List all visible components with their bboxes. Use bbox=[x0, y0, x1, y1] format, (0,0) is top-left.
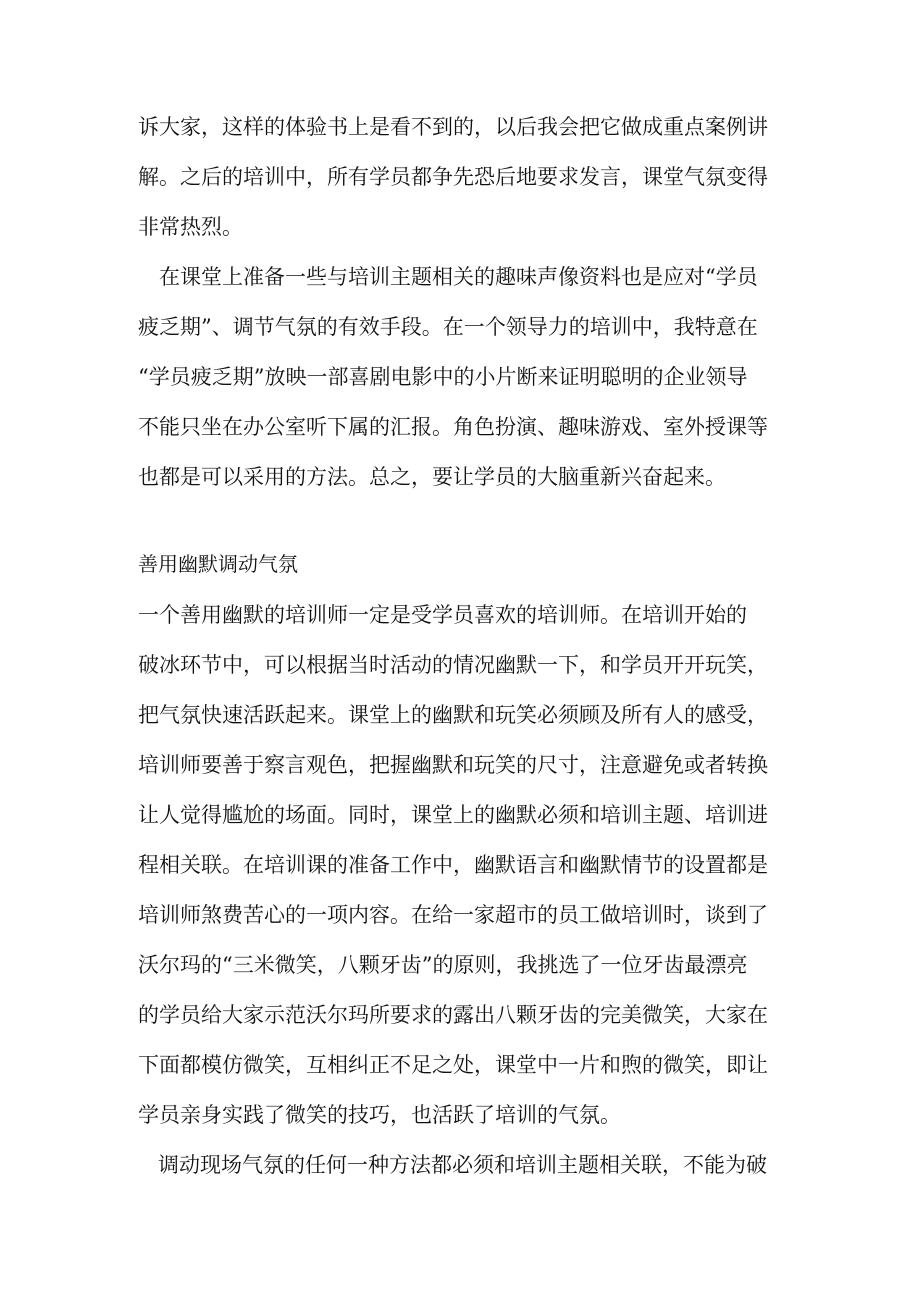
paragraph-3-line-8: 沃尔玛的“三米微笑，八颗牙齿”的原则，我挑选了一位牙齿最漂亮 bbox=[138, 953, 748, 977]
paragraph-3-line-3: 把气氛快速活跃起来。课堂上的幽默和玩笑必须顾及所有人的感受， bbox=[138, 703, 768, 727]
paragraph-1-line-1: 诉大家，这样的体验书上是看不到的，以后我会把它做成重点案例讲 bbox=[138, 115, 768, 139]
paragraph-3-line-2: 破冰环节中，可以根据当时活动的情况幽默一下，和学员开开玩笑， bbox=[138, 653, 768, 677]
paragraph-1-line-2: 解。之后的培训中，所有学员都争先恐后地要求发言，课堂气氛变得 bbox=[138, 165, 768, 189]
paragraph-2-line-4: 不能只坐在办公室听下属的汇报。角色扮演、趣味游戏、室外授课等 bbox=[138, 415, 768, 439]
paragraph-2-line-5: 也都是可以采用的方法。总之，要让学员的大脑重新兴奋起来。 bbox=[138, 465, 726, 489]
paragraph-3-line-7: 培训师煞费苦心的一项内容。在给一家超市的员工做培训时，谈到了 bbox=[138, 903, 768, 927]
paragraph-2-line-1: 在课堂上准备一些与培训主题相关的趣味声像资料也是应对“学员 bbox=[138, 265, 758, 289]
paragraph-1-line-3: 非常热烈。 bbox=[138, 215, 243, 239]
paragraph-3-line-10: 下面都模仿微笑，互相纠正不足之处，课堂中一片和煦的微笑，即让 bbox=[138, 1053, 768, 1077]
paragraph-2-line-2: 疲乏期”、调节气氛的有效手段。在一个领导力的培训中，我特意在 bbox=[138, 315, 758, 339]
paragraph-2-line-3: “学员疲乏期”放映一部喜剧电影中的小片断来证明聪明的企业领导 bbox=[138, 365, 748, 389]
paragraph-3-line-4: 培训师要善于察言观色，把握幽默和玩笑的尺寸，注意避免或者转换 bbox=[138, 753, 768, 777]
paragraph-4-line-1: 调动现场气氛的任何一种方法都必须和培训主题相关联，不能为破 bbox=[158, 1153, 767, 1177]
section-heading: 善用幽默调动气氛 bbox=[138, 552, 298, 576]
paragraph-3-line-1: 一个善用幽默的培训师一定是受学员喜欢的培训师。在培训开始的 bbox=[138, 603, 747, 627]
paragraph-3-line-5: 让人觉得尴尬的场面。同时，课堂上的幽默必须和培训主题、培训进 bbox=[138, 803, 768, 827]
paragraph-3-line-6: 程相关联。在培训课的准备工作中，幽默语言和幽默情节的设置都是 bbox=[138, 853, 768, 877]
paragraph-3-line-9: 的学员给大家示范沃尔玛所要求的露出八颗牙齿的完美微笑，大家在 bbox=[138, 1003, 768, 1027]
paragraph-3-line-11: 学员亲身实践了微笑的技巧，也活跃了培训的气氛。 bbox=[138, 1103, 621, 1127]
